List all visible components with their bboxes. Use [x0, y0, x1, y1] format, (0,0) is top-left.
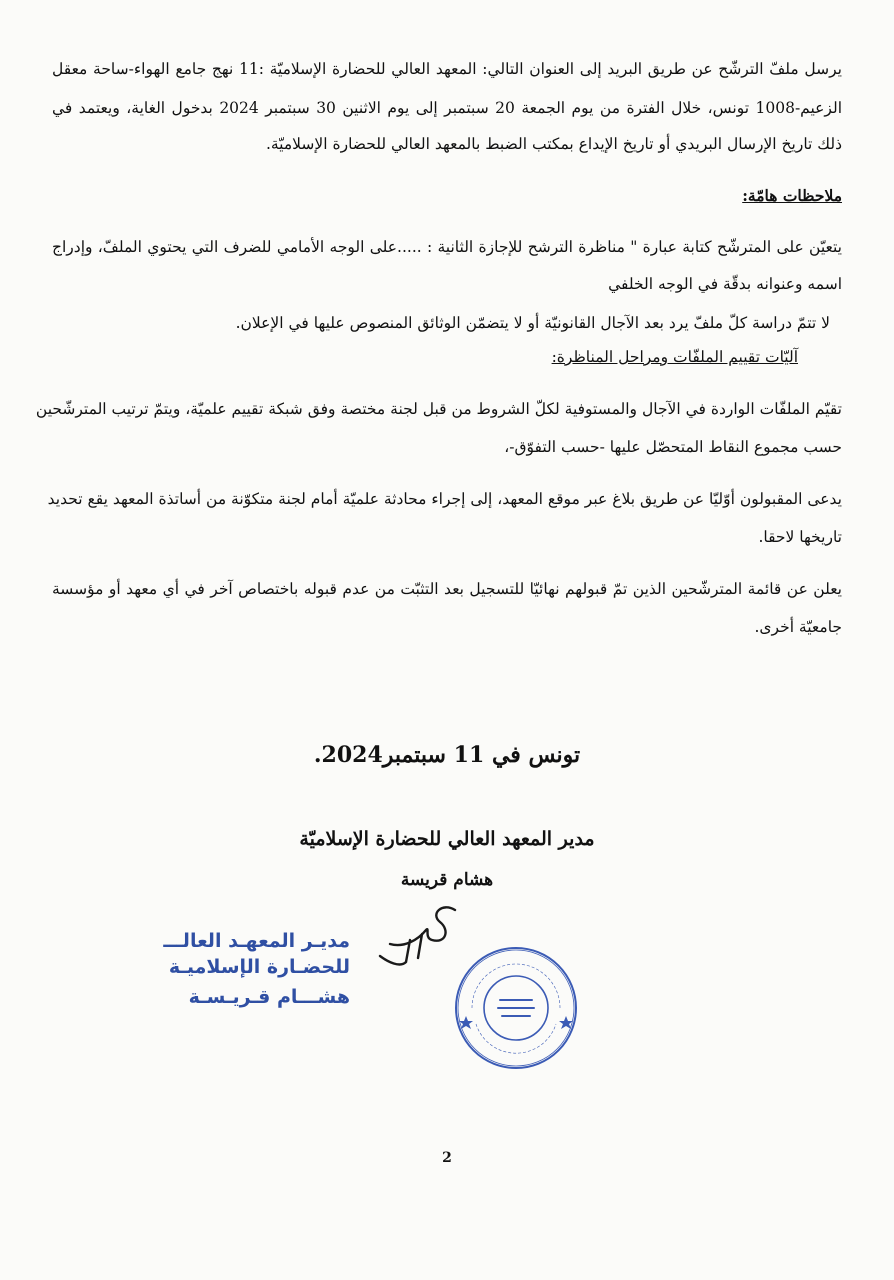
interview-line-2: تاريخها لاحقا.: [758, 528, 842, 546]
interview-line-1: يدعى المقبولون أوّليّا عن طريق بلاغ عبر موقع المعهد، إلى إجراء محادثة علميّة أمام لجنة متكوّنة من أساتذة المعهد يقع تحديد: [47, 490, 842, 508]
evaluation-heading: آليّات تقييم الملفّات ومراحل المناظرة:: [551, 348, 798, 366]
page-number: 2: [442, 1150, 452, 1166]
evaluation-line-1: تقيّم الملفّات الواردة في الآجال والمستوفية لكلّ الشروط من قبل لجنة مختصة وفق شبكة تقييم علميّة، ويتمّ ترتيب المترشّحين: [35, 400, 842, 418]
paragraph-1-line-3: ذلك تاريخ الإرسال البريدي أو تاريخ الإيداع بمكتب الضبط بالمعهد العالي للحضارة الإسلاميّة.: [265, 135, 842, 153]
notes-line-1: يتعيّن على المترشّح كتابة عبارة " مناظرة الترشح للإجازة الثانية : .....على الوجه الأمامي للضرف التي يحتوي الملفّ، وإدراج: [52, 238, 842, 256]
evaluation-line-2: حسب مجموع النقاط المتحصّل عليها -حسب التفوّق-،: [504, 438, 842, 456]
date-line: تونس في 11 سبتمبر2024.: [313, 742, 581, 768]
stamp-line-1: مديـر المعهـد العالـــ: [163, 930, 350, 952]
paragraph-1-line-1: يرسل ملفّ الترشّح عن طريق البريد إلى العنوان التالي: المعهد العالي للحضارة الإسلاميّة :11 نهج جامع الهواء-ساحة معقل: [52, 60, 842, 78]
official-seal-icon: [452, 944, 580, 1072]
paragraph-1-line-2: الزعيم-1008 تونس، خلال الفترة من يوم الجمعة 20 سبتمبر إلى يوم الاثنين 30 سبتمبر 2024 بدخول الغاية، ويعتمد في: [52, 99, 842, 117]
final-line-1: يعلن عن قائمة المترشّحين الذين تمّ قبولهم نهائيّا للتسجيل بعد التثبّت من عدم قبوله باختصاص آخر في أي معهد أو مؤسسة: [52, 580, 842, 598]
director-title: مدير المعهد العالي للحضارة الإسلاميّة: [299, 828, 595, 850]
stamp-line-3: هشـــام قـريـسـة: [188, 986, 350, 1008]
notes-line-2: اسمه وعنوانه بدقّة في الوجه الخلفي: [608, 275, 842, 293]
final-line-2: جامعيّة أخرى.: [754, 618, 842, 636]
stamp-line-2: للحضـارة الإسلاميـة: [168, 956, 350, 978]
director-name: هشام قريسة: [400, 870, 494, 890]
notes-line-3: لا تتمّ دراسة كلّ ملفّ يرد بعد الآجال القانونيّة أو لا يتضمّن الوثائق المنصوص عليها في الإعلان.: [235, 314, 830, 332]
notes-heading: ملاحظات هامّة:: [742, 186, 842, 205]
